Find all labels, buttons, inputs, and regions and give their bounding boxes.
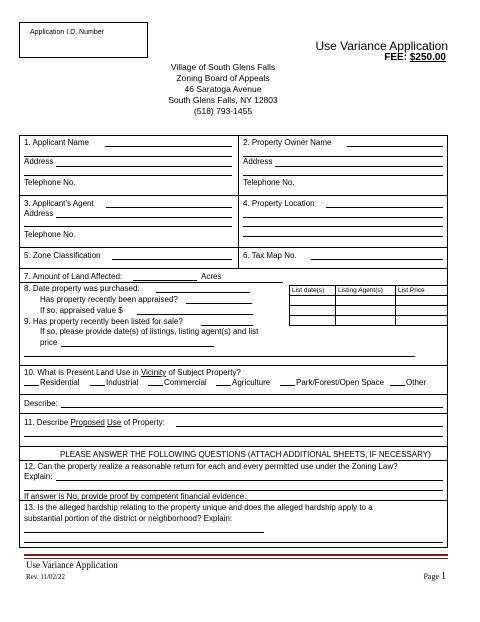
divider [19,268,448,269]
q12-label: 12. Can the property realize a reasonable return for each and every permitted use under the Zoning Law? [24,462,398,471]
use-other-checkbox[interactable] [390,385,405,386]
border-right [447,135,448,547]
listing-table [289,285,448,326]
list-cell[interactable] [396,296,448,306]
present-use-label [24,368,241,378]
owner-name-field[interactable] [347,146,443,147]
agent-field[interactable] [106,207,232,208]
owner-address-field[interactable] [275,166,443,167]
footer-rule-thin [24,558,448,559]
listing-agents-header: Listing Agent(s) [336,286,396,296]
q13-field-2[interactable] [24,542,443,543]
applicant-name-field[interactable] [105,146,232,147]
proposed-use-text-end: of Property: [121,418,165,427]
divider [19,195,448,196]
divider [19,460,448,461]
use-other-label: Other [406,378,427,387]
describe-label: Describe: [24,399,58,408]
application-id-label: Application I.D. Number [30,29,104,36]
fee [384,52,446,63]
application-id-box[interactable] [19,22,148,58]
footer-rule [24,554,448,556]
property-location-field-2[interactable] [243,217,443,218]
property-location-field[interactable] [326,207,443,208]
column-divider [238,135,239,268]
footer-page [423,571,446,582]
q12-explain-field-2[interactable] [24,490,443,491]
divider [19,413,448,414]
owner-address-label: Address [243,157,273,166]
list-cell[interactable] [396,316,448,326]
q13-field[interactable] [24,532,264,533]
footer-revision: Rev. 11/02/22 [26,573,65,581]
fee-value: $250.00 [409,52,446,63]
divider [19,282,283,283]
present-use-text-end: of Subject Property? [166,368,241,377]
listing-price-label: price [40,338,58,347]
q13-label-line1: 13. Is the alleged hardship relating to the property unique and does the alleged hardship apply to a [24,503,373,512]
appraised-value-label: If so, appraised value $ [40,306,123,315]
present-use-vicinity: Vicinity [140,368,167,377]
listing-details-label: If so, please provide date(s) of listings, listing agent(s) and list [40,327,259,336]
listing-extra-field[interactable] [24,356,415,357]
use-park-label: Park/Forest/Open Space [296,378,385,387]
divider [19,446,448,447]
proposed-use-text: 11. Describe [24,418,71,427]
list-cell[interactable] [336,316,396,326]
proposed-use-label [24,418,165,428]
address-line: Village of South Glens Falls [170,62,276,72]
divider [19,365,448,366]
appraised-field[interactable] [186,303,252,304]
list-cell[interactable] [290,316,336,326]
list-cell[interactable] [290,296,336,306]
q12-explain-field[interactable] [56,480,443,481]
list-cell[interactable] [336,296,396,306]
footer-title: Use Variance Application [26,560,118,570]
proposed-use-field-2[interactable] [24,436,443,437]
acres-label: Acres [201,272,222,281]
village-address [160,62,286,117]
use-industrial-checkbox[interactable] [90,385,105,386]
fee-label: FEE: [384,52,408,63]
purchase-date-field[interactable] [156,292,250,293]
list-dates-header: List date(s) [290,286,336,296]
agent-address-field-2[interactable] [24,226,232,227]
owner-address-field-2[interactable] [243,175,443,176]
agent-address-label: Address [24,209,54,218]
use-residential-checkbox[interactable] [24,385,39,386]
applicant-name-label: 1. Applicant Name [24,138,89,147]
property-location-label: 4. Property Location [243,199,315,208]
appraised-value-field[interactable] [137,314,253,315]
q13-label-line2: substantial portion of the district or neighborhood? Explain: [24,514,233,523]
agent-label: 3. Applicant’s Agent [24,199,94,208]
property-location-field-3[interactable] [243,226,443,227]
tax-map-field[interactable] [311,259,443,260]
form-title: Use Variance Application [315,39,448,53]
tax-map-label: 6. Tax Map No. [243,251,297,260]
q12-explain-label: Explain: [24,472,53,481]
use-commercial-checkbox[interactable] [148,385,163,386]
owner-name-label: 2. Property Owner Name [243,138,332,147]
applicant-telephone-label: Telephone No. [24,178,76,187]
list-cell[interactable] [290,306,336,316]
applicant-address-label: Address [24,157,54,166]
address-line: South Glens Falls, NY 12803 [168,95,278,105]
agent-address-field[interactable] [56,217,232,218]
use-commercial-label: Commercial [164,378,207,387]
page-label: Page [423,572,439,581]
present-use-text: 10. What is Present Land Use in [24,368,141,377]
listing-price-field[interactable] [61,346,214,347]
applicant-address-field[interactable] [56,166,232,167]
describe-field[interactable] [61,407,443,408]
use-residential-label: Residential [40,378,80,387]
zone-classification-field[interactable] [112,259,232,260]
proposed-use-field[interactable] [176,426,443,427]
list-price-header: List Price [396,286,448,296]
property-location-field-4[interactable] [243,236,443,237]
address-line: Zoning Board of Appeals [176,73,270,83]
page-number: 1 [441,571,446,582]
purchase-date-label: 8. Date property was purchased: [24,284,140,293]
land-area-label: 7. Amount of Land Affected: [24,272,123,281]
list-cell[interactable] [336,306,396,316]
use-park-checkbox[interactable] [280,385,295,386]
border-left [19,135,20,547]
use-agriculture-checkbox[interactable] [216,385,231,386]
proposed-underlined: Proposed [70,418,105,427]
appraised-label: Has property recently been appraised? [40,295,178,304]
applicant-address-field-2[interactable] [24,175,232,176]
owner-telephone-label: Telephone No. [243,178,295,187]
use-industrial-label: Industrial [106,378,139,387]
agent-telephone-label: Telephone No. [24,230,76,239]
divider [19,547,448,548]
listed-field[interactable] [201,325,253,326]
listed-label: 9. Has property recently been listed for sale? [24,317,183,326]
list-cell[interactable] [396,306,448,316]
q12-note: If answer is No, provide proof by competent financial evidence. [24,492,247,501]
divider [19,135,448,136]
answer-heading: PLEASE ANSWER THE FOLLOWING QUESTIONS (ATTACH ADDITIONAL SHEETS, IF NECESSARY) [60,450,431,459]
applicant-name-field-2[interactable] [24,156,232,157]
owner-name-field-2[interactable] [243,156,443,157]
divider [19,247,448,248]
zone-classification-label: 5. Zone Classification [24,251,101,260]
use-agriculture-label: Agriculture [232,378,271,387]
land-area-field[interactable] [133,280,197,281]
address-line: 46 Saratoga Avenue [184,84,262,94]
address-line: (518) 793-1455 [193,106,253,116]
use-underlined: Use [107,418,122,427]
divider [19,394,448,395]
